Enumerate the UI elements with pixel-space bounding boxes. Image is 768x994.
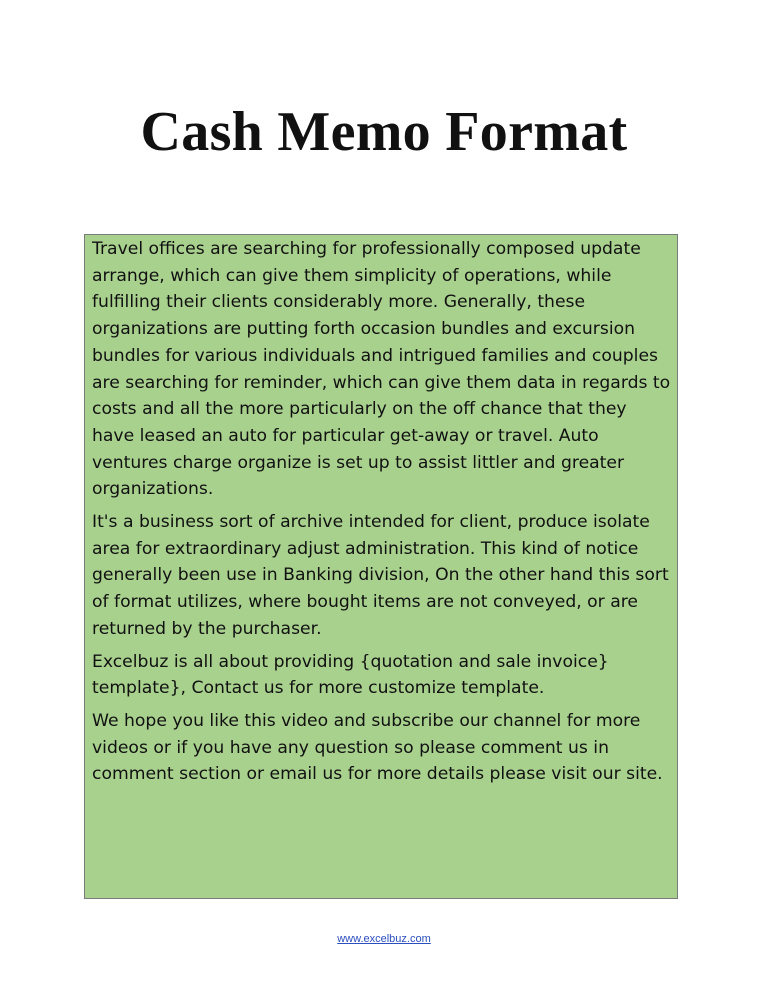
footer-website-link[interactable]: www.excelbuz.com: [337, 933, 431, 945]
paragraph-2: It's a business sort of archive intended for client, produce isolate area for extraordinary adjust administration. This kind of notice generally been use in Banking division, On the other hand this sort of format utilizes, where bought items are not conveyed, or are returned by the purchaser.: [92, 512, 669, 639]
paragraph-3: Excelbuz is all about providing {quotation and sale invoice} template}, Contact us for more customize template.: [92, 651, 609, 699]
paragraph-4: We hope you like this video and subscribe our channel for more videos or if you have any question so please comment us in comment section or email us for more details please visit our site.: [92, 710, 663, 785]
page-title: Cash Memo Format: [140, 101, 628, 163]
paragraph-1: Travel offices are searching for professionally composed update arrange, which can give them simplicity of operations, while fulfilling their clients considerably more. Generally, these organizations are putting forth occasion bundles and excursion bundles for various individuals and intrigued families and couples are searching for reminder, which can give them data in regards to costs and all the more particularly on the off chance that they have leased an auto for particular get-away or travel. Auto ventures charge organize is set up to assist littler and greater organizations.: [92, 239, 671, 500]
content-box: [84, 234, 678, 899]
